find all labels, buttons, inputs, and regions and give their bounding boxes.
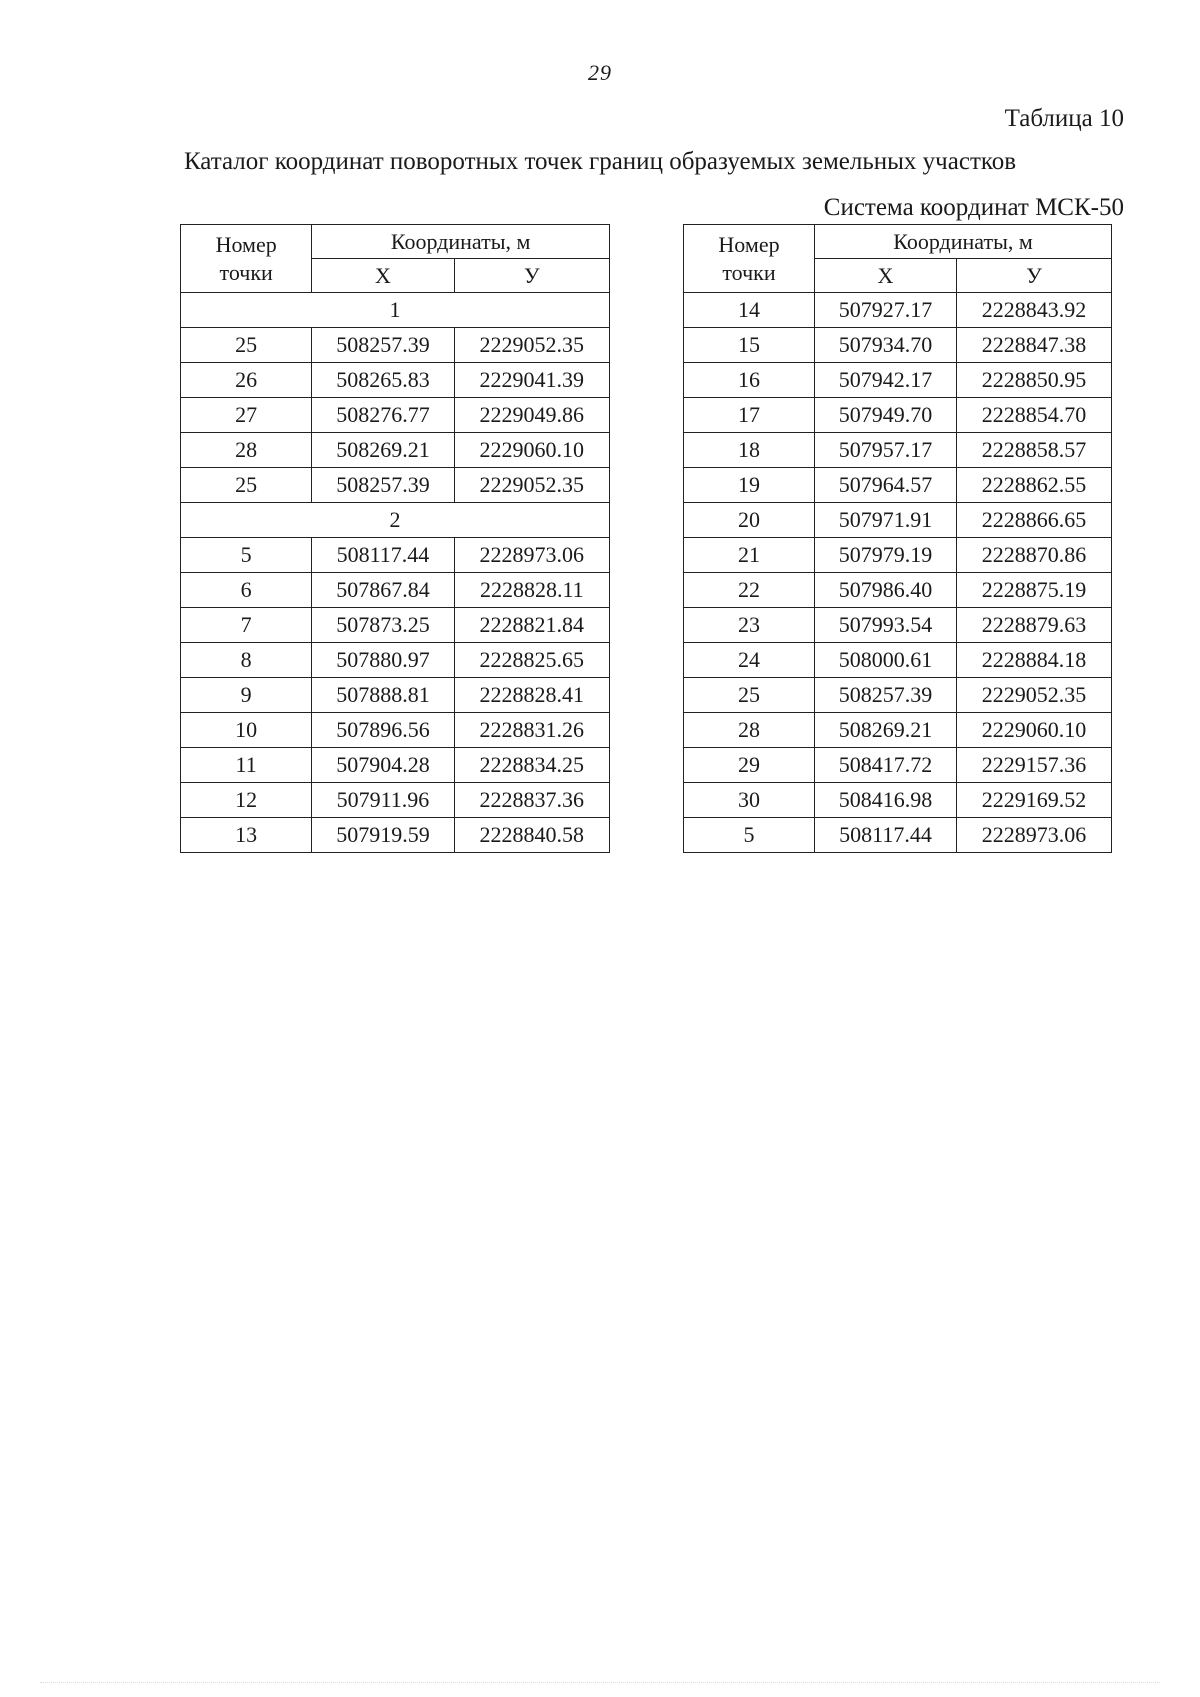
- y-coordinate-cell: 2228854.70: [957, 398, 1112, 433]
- point-number-cell: 5: [181, 538, 312, 573]
- point-number-cell: 30: [684, 783, 815, 818]
- x-coordinate-cell: 507927.17: [815, 293, 957, 328]
- point-number-header: [181, 225, 312, 293]
- x-coordinate-cell: 507971.91: [815, 503, 957, 538]
- x-coordinate-cell: 507949.70: [815, 398, 957, 433]
- group-row: [181, 503, 610, 538]
- x-coordinate-cell: 507986.40: [815, 573, 957, 608]
- x-coordinate-cell: 507867.84: [312, 573, 454, 608]
- table-row: [684, 503, 1112, 538]
- x-coordinate-cell: 507993.54: [815, 608, 957, 643]
- y-coordinate-cell: 2228831.26: [454, 713, 609, 748]
- y-coordinate-cell: 2228828.11: [454, 573, 609, 608]
- table-row: [684, 678, 1112, 713]
- point-number-cell: 6: [181, 573, 312, 608]
- x-coordinate-cell: 507911.96: [312, 783, 454, 818]
- x-coordinate-cell: 508117.44: [815, 818, 957, 853]
- point-number-cell: 9: [181, 678, 312, 713]
- table-row: [181, 643, 610, 678]
- group-number: 2: [181, 503, 610, 538]
- point-number-header-line1: Номер: [718, 231, 780, 257]
- point-number-cell: 15: [684, 328, 815, 363]
- coordinates-header: Координаты, м: [815, 225, 1112, 259]
- x-coordinate-cell: 507880.97: [312, 643, 454, 678]
- x-coordinate-cell: 508276.77: [312, 398, 454, 433]
- y-coordinate-cell: 2229052.35: [454, 468, 609, 503]
- x-coordinate-cell: 507896.56: [312, 713, 454, 748]
- point-number-header-line1: Номер: [215, 231, 277, 257]
- point-number-cell: 28: [181, 433, 312, 468]
- x-coordinate-cell: 507979.19: [815, 538, 957, 573]
- y-coordinate-cell: 2228866.65: [957, 503, 1112, 538]
- x-header: X: [815, 259, 957, 293]
- y-coordinate-cell: 2229052.35: [454, 328, 609, 363]
- y-coordinate-cell: 2228973.06: [454, 538, 609, 573]
- table-row: [181, 608, 610, 643]
- table-label: Таблица 10: [1004, 105, 1124, 132]
- table-row: [181, 538, 610, 573]
- y-coordinate-cell: 2228828.41: [454, 678, 609, 713]
- table-row: [181, 363, 610, 398]
- point-number-cell: 21: [684, 538, 815, 573]
- table-body-right: [684, 293, 1112, 853]
- x-coordinate-cell: 508265.83: [312, 363, 454, 398]
- table-row: [684, 328, 1112, 363]
- y-coordinate-cell: 2228847.38: [957, 328, 1112, 363]
- table-body-left: [181, 293, 610, 853]
- table-row: [181, 818, 610, 853]
- table-row: [181, 678, 610, 713]
- x-coordinate-cell: 507957.17: [815, 433, 957, 468]
- scan-edge-noise: [40, 1682, 1160, 1689]
- table-row: [181, 468, 610, 503]
- x-coordinate-cell: 507919.59: [312, 818, 454, 853]
- y-coordinate-cell: 2228858.57: [957, 433, 1112, 468]
- table-row: [181, 783, 610, 818]
- x-coordinate-cell: 508117.44: [312, 538, 454, 573]
- point-number-cell: 26: [181, 363, 312, 398]
- x-coordinate-cell: 507873.25: [312, 608, 454, 643]
- table-row: [684, 748, 1112, 783]
- point-number-cell: 28: [684, 713, 815, 748]
- y-coordinate-cell: 2229157.36: [957, 748, 1112, 783]
- y-coordinate-cell: 2228875.19: [957, 573, 1112, 608]
- group-row: [181, 293, 610, 328]
- table-row: [684, 783, 1112, 818]
- point-number-cell: 12: [181, 783, 312, 818]
- y-coordinate-cell: 2229169.52: [957, 783, 1112, 818]
- y-coordinate-cell: 2228973.06: [957, 818, 1112, 853]
- table-row: [684, 363, 1112, 398]
- point-number-cell: 17: [684, 398, 815, 433]
- y-coordinate-cell: 2228879.63: [957, 608, 1112, 643]
- table-row: [684, 573, 1112, 608]
- y-coordinate-cell: 2229049.86: [454, 398, 609, 433]
- point-number-cell: 10: [181, 713, 312, 748]
- table-row: [181, 713, 610, 748]
- point-number-cell: 16: [684, 363, 815, 398]
- x-coordinate-cell: 507934.70: [815, 328, 957, 363]
- point-number-cell: 22: [684, 573, 815, 608]
- y-coordinate-cell: 2228862.55: [957, 468, 1112, 503]
- point-number-cell: 13: [181, 818, 312, 853]
- table-row: [684, 538, 1112, 573]
- x-coordinate-cell: 508000.61: [815, 643, 957, 678]
- x-coordinate-cell: 508257.39: [815, 678, 957, 713]
- point-number-cell: 8: [181, 643, 312, 678]
- y-coordinate-cell: 2228843.92: [957, 293, 1112, 328]
- point-number-cell: 25: [684, 678, 815, 713]
- coordinate-system-label: Система координат МСК-50: [823, 194, 1124, 221]
- table-row: [684, 713, 1112, 748]
- table-row: [181, 748, 610, 783]
- point-number-cell: 11: [181, 748, 312, 783]
- point-number-cell: 19: [684, 468, 815, 503]
- page-number: 29: [588, 60, 612, 85]
- y-coordinate-cell: 2229041.39: [454, 363, 609, 398]
- document-title: Каталог координат поворотных точек границ образуемых земельных участков: [183, 148, 1017, 175]
- x-header: X: [312, 259, 454, 293]
- point-number-header: [684, 225, 815, 293]
- x-coordinate-cell: 507942.17: [815, 363, 957, 398]
- point-number-cell: 29: [684, 748, 815, 783]
- point-number-header-line2: точки: [219, 259, 273, 285]
- x-coordinate-cell: 507964.57: [815, 468, 957, 503]
- point-number-cell: 23: [684, 608, 815, 643]
- table-row: [684, 643, 1112, 678]
- y-coordinate-cell: 2228884.18: [957, 643, 1112, 678]
- x-coordinate-cell: 508417.72: [815, 748, 957, 783]
- group-number: 1: [181, 293, 610, 328]
- x-coordinate-cell: 508257.39: [312, 328, 454, 363]
- table-row: [684, 398, 1112, 433]
- y-coordinate-cell: 2228834.25: [454, 748, 609, 783]
- point-number-cell: 5: [684, 818, 815, 853]
- y-coordinate-cell: 2228821.84: [454, 608, 609, 643]
- coordinates-table-right: [683, 224, 1112, 853]
- y-coordinate-cell: 2229060.10: [454, 433, 609, 468]
- point-number-cell: 24: [684, 643, 815, 678]
- y-coordinate-cell: 2228870.86: [957, 538, 1112, 573]
- table-row: [684, 293, 1112, 328]
- point-number-cell: 27: [181, 398, 312, 433]
- x-coordinate-cell: 508416.98: [815, 783, 957, 818]
- y-coordinate-cell: 2229060.10: [957, 713, 1112, 748]
- table-row: [181, 328, 610, 363]
- point-number-cell: 7: [181, 608, 312, 643]
- y-coordinate-cell: 2228840.58: [454, 818, 609, 853]
- table-row: [181, 398, 610, 433]
- point-number-cell: 18: [684, 433, 815, 468]
- table-row: [684, 433, 1112, 468]
- y-header: У: [454, 259, 609, 293]
- point-number-header-line2: точки: [722, 259, 776, 285]
- point-number-cell: 25: [181, 328, 312, 363]
- y-coordinate-cell: 2228837.36: [454, 783, 609, 818]
- coordinates-table-left: [180, 224, 610, 853]
- x-coordinate-cell: 508269.21: [312, 433, 454, 468]
- table-row: [684, 818, 1112, 853]
- y-coordinate-cell: 2229052.35: [957, 678, 1112, 713]
- y-coordinate-cell: 2228825.65: [454, 643, 609, 678]
- table-row: [181, 433, 610, 468]
- point-number-cell: 20: [684, 503, 815, 538]
- table-row: [684, 468, 1112, 503]
- x-coordinate-cell: 508269.21: [815, 713, 957, 748]
- y-coordinate-cell: 2228850.95: [957, 363, 1112, 398]
- x-coordinate-cell: 507888.81: [312, 678, 454, 713]
- point-number-cell: 25: [181, 468, 312, 503]
- table-row: [684, 608, 1112, 643]
- y-header: У: [957, 259, 1112, 293]
- x-coordinate-cell: 508257.39: [312, 468, 454, 503]
- x-coordinate-cell: 507904.28: [312, 748, 454, 783]
- table-row: [181, 573, 610, 608]
- point-number-cell: 14: [684, 293, 815, 328]
- coordinates-header: Координаты, м: [312, 225, 610, 259]
